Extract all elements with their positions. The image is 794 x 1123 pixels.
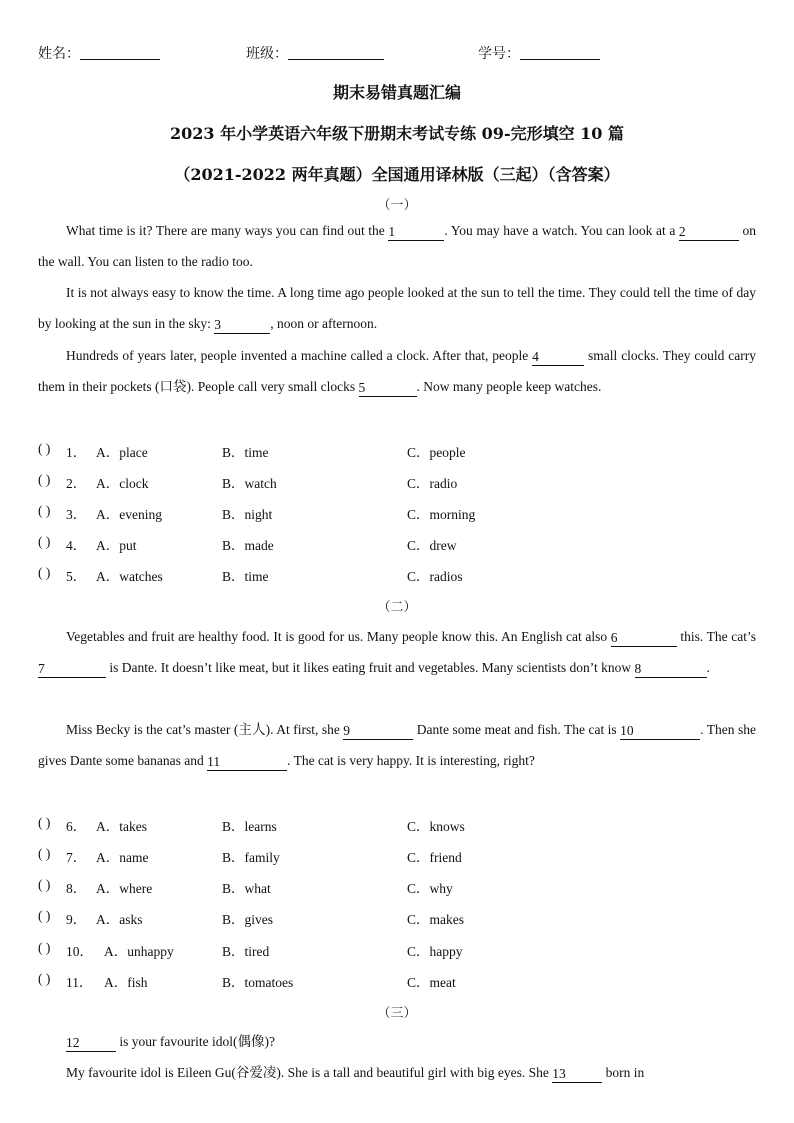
class-field [246, 43, 384, 63]
option-b[interactable]: B．family [222, 850, 280, 865]
blank-6[interactable]: 6 [611, 631, 677, 647]
option-a[interactable]: A．takes [96, 819, 147, 834]
blank-12[interactable]: 12 [66, 1036, 116, 1052]
blank-7[interactable]: 7 [38, 662, 106, 678]
passage-text: My favourite idol is Eileen Gu(谷爱凌). She is a tall and beautiful girl with big eyes. She [66, 1065, 553, 1080]
question-number: 8． [66, 881, 87, 896]
option-a[interactable]: A．clock [96, 476, 149, 491]
blank-9[interactable]: 9 [343, 724, 413, 740]
answer-parentheses[interactable]: ( ) [38, 565, 51, 580]
option-c[interactable]: C．knows [407, 819, 465, 834]
blank-10[interactable]: 10 [620, 724, 700, 740]
question-number: 5． [66, 569, 87, 584]
option-b[interactable]: B．watch [222, 476, 277, 491]
passage-text: Vegetables and fruit are healthy food. It is good for us. Many people know this. An English cat also [66, 629, 611, 644]
passage-text: . [706, 660, 710, 676]
student-id-blank[interactable] [520, 44, 600, 60]
answer-parentheses[interactable]: ( ) [38, 534, 51, 549]
student-id-label: 学号： [478, 46, 520, 62]
option-a[interactable]: A．where [96, 881, 153, 896]
option-c[interactable]: C．radios [407, 569, 463, 584]
option-b[interactable]: B．made [222, 538, 274, 553]
passage1-paragraph-3 [38, 340, 756, 403]
option-c[interactable]: C．makes [407, 912, 464, 927]
option-b[interactable]: B．learns [222, 819, 277, 834]
option-b[interactable]: B．what [222, 881, 271, 896]
passage-text: on the wall. You can listen to the radio too. [38, 223, 757, 270]
passage-text: What time is it? There are many ways you can find out the [66, 223, 389, 238]
student-info-header [38, 43, 756, 67]
passage-text: Miss Becky is the cat’s master (主人). At first, she [66, 722, 344, 737]
passage-text: . Then she gives Dante some bananas and [38, 722, 756, 769]
option-c[interactable]: C．radio [407, 476, 458, 491]
answer-parentheses[interactable]: ( ) [38, 472, 51, 487]
passage-text: is Dante. It doesn’t like meat, but it likes eating fruit and vegetables. Many scientists don’t know [106, 660, 635, 676]
passage3-paragraph-2 [38, 1057, 756, 1088]
option-c[interactable]: C．meat [407, 975, 456, 990]
passage1-paragraph-2 [38, 277, 756, 340]
question-number: 4． [66, 538, 87, 553]
blank-3[interactable]: 3 [214, 318, 270, 334]
question-number: 9． [66, 912, 87, 927]
option-c[interactable]: C．friend [407, 850, 462, 865]
name-field [38, 43, 160, 63]
passage2-paragraph-1 [38, 621, 756, 684]
answer-parentheses[interactable]: ( ) [38, 815, 51, 830]
option-b[interactable]: B．time [222, 569, 269, 584]
option-c[interactable]: C．morning [407, 507, 476, 522]
title-line-1: 期末易错真题汇编 [332, 83, 461, 102]
passage-text: . You may have a watch. You can look at a [444, 223, 679, 238]
class-label: 班级： [246, 46, 288, 62]
name-blank[interactable] [80, 44, 160, 60]
answer-parentheses[interactable]: ( ) [38, 908, 51, 923]
question-number: 2． [66, 476, 87, 491]
answer-parentheses[interactable]: ( ) [38, 503, 51, 518]
answer-parentheses[interactable]: ( ) [38, 971, 51, 986]
passage-text: . The cat is very happy. It is interesting, right? [287, 753, 535, 769]
question-number: 11． [66, 975, 93, 990]
question-number: 7． [66, 850, 87, 865]
question-number: 3． [66, 507, 87, 522]
title-line-3: （2021-2022 两年真题）全国通用译林版（三起）（含答案） [174, 165, 620, 184]
option-a[interactable]: A．place [96, 445, 148, 460]
passage3-paragraph-1 [38, 1026, 756, 1057]
option-c[interactable]: C．why [407, 881, 453, 896]
question-number: 6． [66, 819, 87, 834]
option-b[interactable]: B．time [222, 445, 269, 460]
passage-text: It is not always easy to know the time. A long time ago people looked at the sun to tell the time. They could tell the time of day by looking at the sun in the sky: [38, 285, 756, 332]
passage-text: . Now many people keep watches. [416, 379, 602, 395]
section-heading-1: （一） [377, 198, 417, 213]
blank-11[interactable]: 11 [207, 755, 287, 771]
option-b[interactable]: B．gives [222, 912, 274, 927]
passage-text: this. The cat’s [676, 629, 756, 644]
option-a[interactable]: A．watches [96, 569, 163, 584]
passage2-paragraph-2 [38, 714, 756, 777]
blank-1[interactable]: 1 [388, 225, 444, 241]
blank-13[interactable]: 13 [552, 1067, 602, 1083]
option-a[interactable]: A．asks [96, 912, 143, 927]
passage-text: Hundreds of years later, people invented a machine called a clock. After that, people [66, 348, 533, 363]
option-a[interactable]: A．evening [96, 507, 162, 522]
passage-text: small clocks. They could carry them in their pockets (口袋). People call very small clocks [38, 348, 756, 395]
answer-parentheses[interactable]: ( ) [38, 877, 51, 892]
passage1-paragraph-1 [38, 215, 756, 278]
option-c[interactable]: C．drew [407, 538, 457, 553]
title-line-2: 2023 年小学英语六年级下册期末考试专练 09-完形填空 10 篇 [170, 124, 624, 143]
section-heading-3: （三） [377, 1006, 417, 1021]
passage-text: , noon or afternoon. [270, 316, 378, 332]
question-number: 10． [66, 944, 93, 959]
option-b[interactable]: B．tired [222, 944, 270, 959]
class-blank[interactable] [288, 44, 384, 60]
student-id-field [478, 43, 600, 63]
option-b[interactable]: B．tomatoes [222, 975, 294, 990]
option-c[interactable]: C．people [407, 445, 466, 460]
passage-text: is your favourite idol(偶像)? [116, 1034, 275, 1049]
option-a[interactable]: A．unhappy [104, 944, 174, 959]
answer-parentheses[interactable]: ( ) [38, 441, 51, 456]
blank-4[interactable]: 4 [532, 350, 584, 366]
option-a[interactable]: A．fish [104, 975, 148, 990]
question-number: 1． [66, 445, 87, 460]
passage-text: Dante some meat and fish. The cat is [413, 722, 621, 737]
option-c[interactable]: C．happy [407, 944, 463, 959]
blank-8[interactable]: 8 [635, 662, 707, 678]
blank-2[interactable]: 2 [679, 225, 739, 241]
option-a[interactable]: A．put [96, 538, 137, 553]
passage-text: born in [602, 1065, 645, 1080]
answer-parentheses[interactable]: ( ) [38, 940, 51, 955]
option-b[interactable]: B．night [222, 507, 273, 522]
option-a[interactable]: A．name [96, 850, 149, 865]
blank-5[interactable]: 5 [359, 381, 417, 397]
name-label: 姓名： [38, 46, 80, 62]
section-heading-2: （二） [377, 600, 417, 615]
answer-parentheses[interactable]: ( ) [38, 846, 51, 861]
